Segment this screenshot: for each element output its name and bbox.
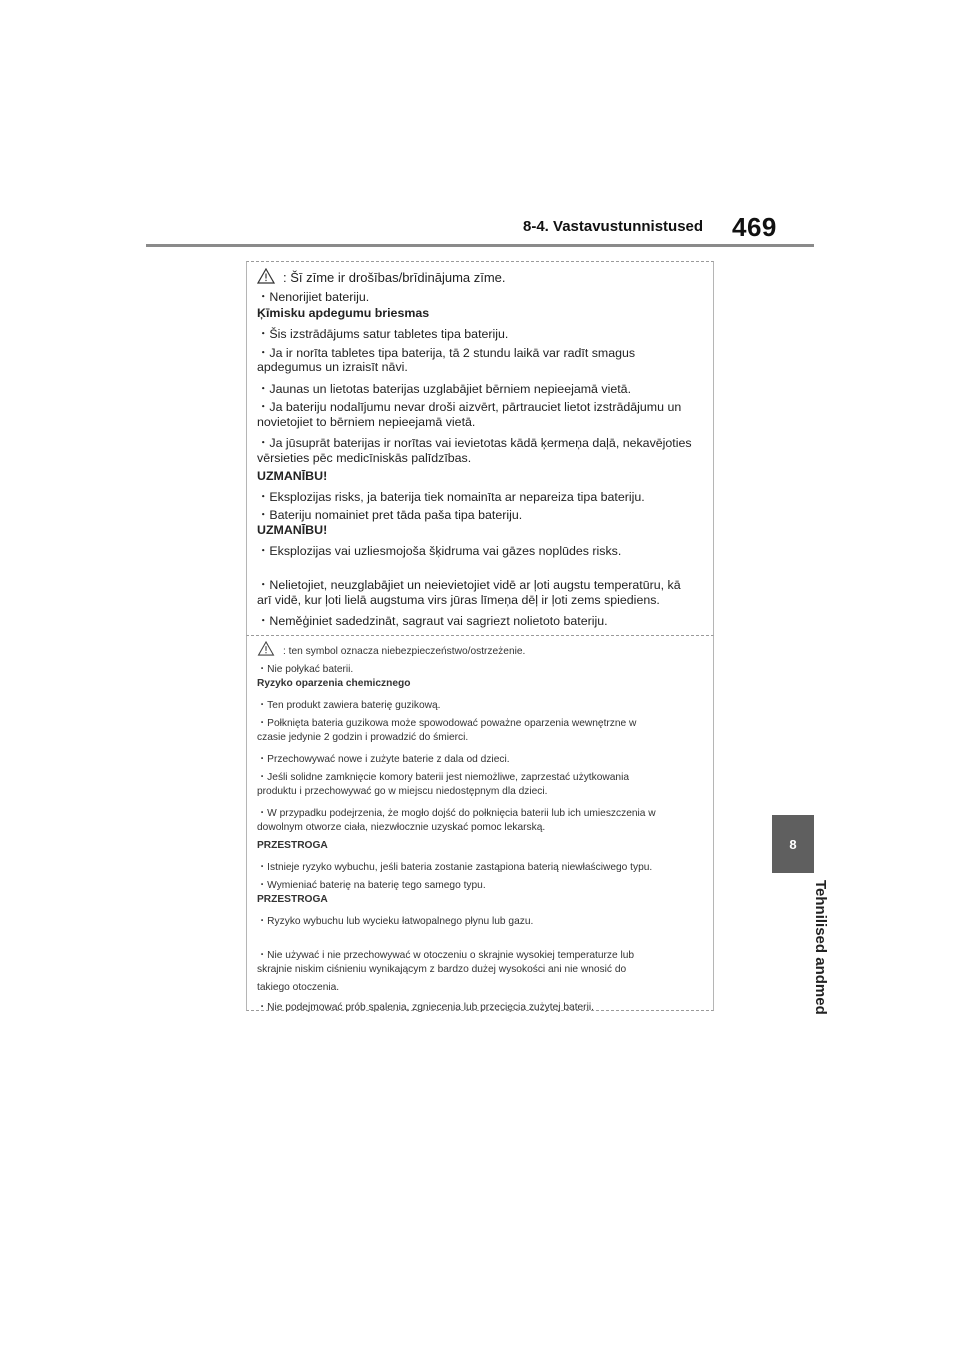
list-item: ・Eksplozijas vai uzliesmojoša šķidruma vai gāzes noplūdes risks. [257,544,622,558]
chapter-side-label: Tehnilised andmed [812,880,829,1015]
polish-heading-chemical: Ryzyko oparzenia chemicznego [257,678,411,689]
latvian-symbol-line [257,268,506,287]
list-item: ・Przechowywać nowe i zużyte baterie z dala od dzieci. [257,754,510,765]
latvian-warning-box [246,261,714,635]
list-item: ・Bateriju nomainiet pret tāda paša tipa bateriju. [257,508,523,522]
list-item: ・Nie połykać baterii. [257,664,354,675]
list-item: ・Ten produkt zawiera baterię guzikową. [257,700,441,711]
warning-triangle-icon [257,268,275,287]
list-item: apdegumus un izraisīt nāvi. [257,360,408,374]
list-item: ・Ryzyko wybuchu lub wycieku łatwopalnego płynu lub gazu. [257,916,534,927]
list-item: vērsieties pēc medicīniskās palīdzības. [257,451,472,465]
list-item: ・W przypadku podejrzenia, że mogło dojść do połknięcia baterii lub ich umieszczenia w [257,808,656,819]
polish-warning-box [246,635,714,1011]
list-item: takiego otoczenia. [257,982,340,993]
list-item: ・Nie podejmować prób spalenia, zgniecenia lub przecięcia zużytej baterii. [257,1002,594,1013]
chapter-tab: 8 [772,815,814,873]
list-item: produktu i przechowywać go w miejscu niedostępnym dla dzieci. [257,786,548,797]
list-item: arī vidē, kur ļoti lielā augstuma virs jūras līmeņa dēļ ir ļoti zems spiediens. [257,593,660,607]
list-item: ・Połknięta bateria guzikowa może spowodować poważne oparzenia wewnętrzne w [257,718,637,729]
list-item: ・Neměģiniet sadedzināt, sagraut vai sagriezt nolietoto bateriju. [257,614,608,628]
warning-triangle-icon [257,641,275,659]
polish-symbol-text: : ten symbol oznacza niebezpieczeństwo/ostrzeżenie. [283,646,526,657]
list-item: ・Ja jūsuprāt baterijas ir norītas vai ievietotas kādā ķermeņa daļā, nekavējoties [257,436,692,450]
list-item: ・Nie używać i nie przechowywać w otoczeniu o skrajnie wysokiej temperaturze lub [257,950,635,961]
list-item: novietojiet to bērniem nepieejamā vietā. [257,415,476,429]
latvian-heading-caution: UZMANĪBU! [257,469,328,483]
list-item: ・Ja bateriju nodalījumu nevar droši aizvērt, pārtrauciet lietot izstrādājumu un [257,400,682,414]
latvian-heading-chemical: Ķīmisku apdegumu briesmas [257,306,430,320]
page-number: 469 [732,212,777,242]
latvian-symbol-text: : Šī zīme ir drošības/brīdinājuma zīme. [283,270,506,285]
polish-heading-caution: PRZESTROGA [257,894,328,905]
section-title: 8-4. Vastavustunnistused [523,218,704,235]
list-item: czasie jedynie 2 godzin i prowadzić do śmierci. [257,732,469,743]
polish-heading-caution: PRZESTROGA [257,840,328,851]
list-item: ・Šis izstrādājums satur tabletes tipa bateriju. [257,327,509,341]
list-item: ・Jeśli solidne zamknięcie komory baterii jest niemożliwe, zaprzestać użytkowania [257,772,629,783]
list-item: dowolnym otworze ciała, niezwłocznie uzyskać pomoc lekarską. [257,822,546,833]
list-item: ・Ja ir norīta tabletes tipa baterija, tā 2 stundu laikā var radīt smagus [257,346,636,360]
list-item: ・Jaunas un lietotas baterijas uzglabājiet bērniem nepieejamā vietā. [257,382,632,396]
list-item: ・Nelietojiet, neuzglabājiet un neievietojiet vidē ar ļoti augstu temperatūru, kā [257,578,681,592]
list-item: ・Istnieje ryzyko wybuchu, jeśli bateria zostanie zastąpiona baterią niewłaściwego typu. [257,862,653,873]
list-item: ・Eksplozijas risks, ja baterija tiek nomainīta ar nepareiza tipa bateriju. [257,490,645,504]
latvian-heading-caution: UZMANĪBU! [257,523,328,537]
list-item: ・Wymieniać baterię na baterię tego samego typu. [257,880,486,891]
list-item: ・Nenorijiet bateriju. [257,290,370,304]
polish-symbol-line [257,641,525,659]
header-rule [146,244,814,247]
list-item: skrajnie niskim ciśnieniu wynikającym z bardzo dużej wysokości ani nie wnosić do [257,964,627,975]
